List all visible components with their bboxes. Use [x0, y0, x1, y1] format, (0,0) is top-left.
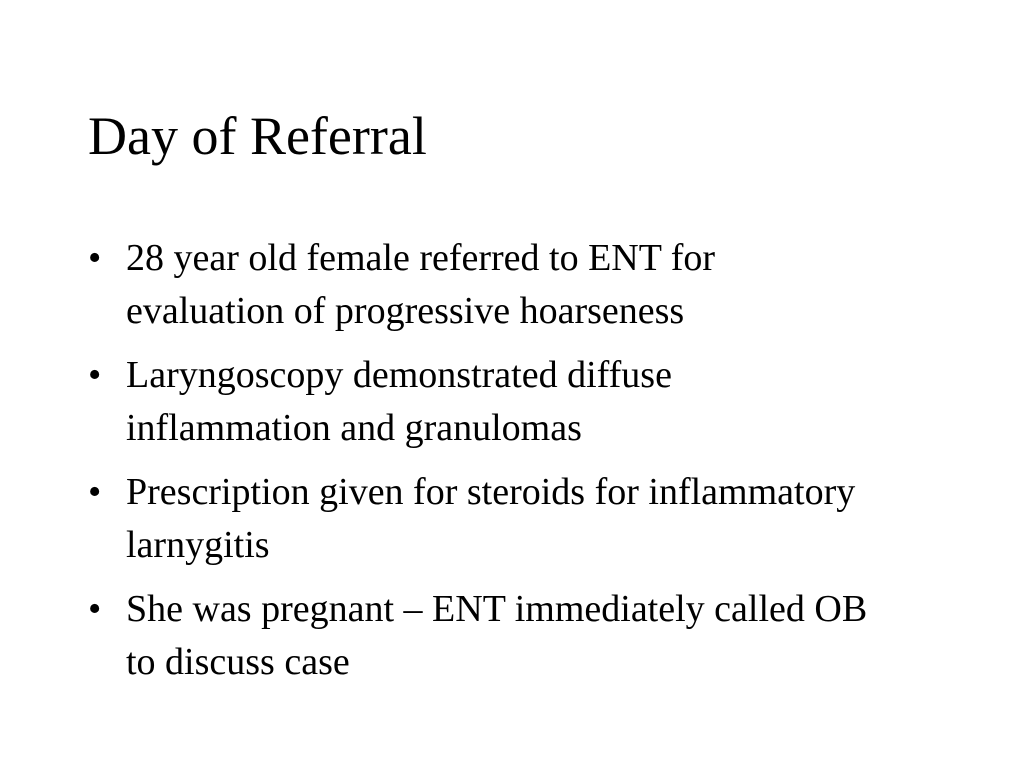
bullet-item — [88, 466, 868, 572]
bullet-list — [88, 232, 868, 700]
bullet-marker: • — [88, 237, 102, 279]
bullet-marker: • — [88, 354, 102, 396]
bullet-marker: • — [88, 588, 102, 630]
bullet-item — [88, 349, 868, 455]
bullet-item — [88, 583, 868, 689]
bullet-text: Prescription given for steroids for inflammatory larnygitis — [126, 471, 856, 566]
slide-title: Day of Referral — [88, 106, 427, 166]
bullet-text: Laryngoscopy demonstrated diffuse inflammation and granulomas — [126, 354, 672, 449]
bullet-item — [88, 232, 868, 338]
bullet-text: 28 year old female referred to ENT for evaluation of progressive hoarseness — [126, 237, 716, 332]
bullet-marker: • — [88, 471, 102, 513]
bullet-text: She was pregnant – ENT immediately called OB to discuss case — [126, 588, 868, 683]
